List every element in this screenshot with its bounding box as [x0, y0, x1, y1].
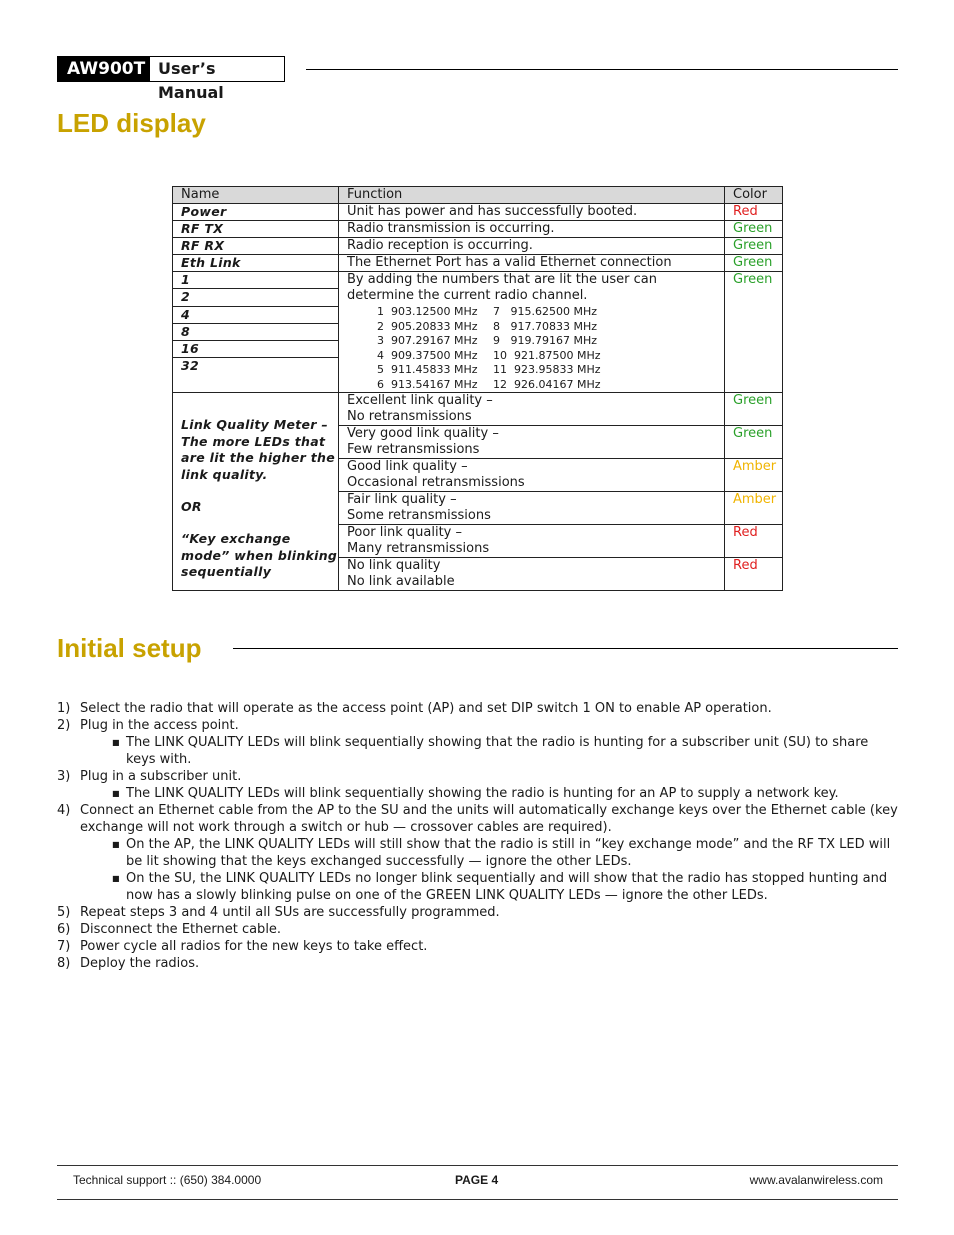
- step-text: Power cycle all radios for the new keys to take effect.: [80, 939, 428, 954]
- led-function: The Ethernet Port has a valid Ethernet connection: [339, 255, 725, 272]
- frequency-item: 1 903.12500 MHz: [377, 305, 478, 318]
- setup-step: [57, 921, 899, 938]
- led-section-title: LED display: [57, 108, 206, 138]
- step-text: Connect an Ethernet cable from the AP to the SU and the units will automatically exchange keys over the Ethernet cable (key exchange will not work through a switch or hub — crossover cables are required).: [80, 803, 898, 835]
- setup-section-title: Initial setup: [57, 633, 202, 663]
- link-color: Amber: [725, 459, 783, 492]
- link-quality-key: “Key exchange mode” when blinking sequentially: [181, 531, 338, 580]
- channel-led-name: 2: [173, 289, 339, 306]
- square-bullet-icon: ■: [112, 840, 120, 849]
- manual-label: User’s Manual: [149, 56, 285, 82]
- setup-step: [57, 802, 899, 836]
- channel-led-name: 1: [173, 272, 339, 289]
- led-color: Green: [725, 255, 783, 272]
- setup-step: [57, 717, 899, 734]
- sub-bullet-text: The LINK QUALITY LEDs will blink sequentially showing that the radio is hunting for a subscriber unit (SU) to share keys with.: [126, 735, 869, 767]
- table-row: [173, 221, 783, 238]
- setup-step: [57, 904, 899, 921]
- channel-color: Green: [725, 272, 783, 393]
- square-bullet-icon: ■: [112, 874, 120, 883]
- led-name: RF TX: [173, 221, 339, 238]
- model-label: AW900T: [57, 56, 149, 82]
- link-function: [339, 558, 725, 591]
- setup-title-rule: [233, 648, 898, 649]
- square-bullet-icon: ■: [112, 789, 120, 798]
- frequency-item: 11 923.95833 MHz: [493, 363, 601, 376]
- col-name-header: Name: [173, 187, 339, 204]
- square-bullet-icon: ■: [112, 738, 120, 747]
- link-function: [339, 459, 725, 492]
- step-number: 1): [57, 701, 71, 716]
- frequency-item: 2 905.20833 MHz: [377, 319, 478, 333]
- frequency-item: 9 919.79167 MHz: [493, 334, 598, 347]
- link-line: Many retransmissions: [347, 541, 490, 556]
- channel-function: [339, 272, 725, 393]
- step-number: 8): [57, 956, 71, 971]
- led-table: [172, 186, 783, 591]
- link-line: Few retransmissions: [347, 442, 480, 457]
- frequency-item: 7 915.62500 MHz: [493, 305, 598, 318]
- header-rule: [306, 69, 898, 70]
- table-row: [173, 255, 783, 272]
- link-color: Green: [725, 426, 783, 459]
- frequency-item: 5 911.45833 MHz: [377, 363, 478, 376]
- step-number: 2): [57, 718, 71, 733]
- step-number: 3): [57, 769, 71, 784]
- footer-support: Technical support :: (650) 384.0000: [73, 1173, 262, 1187]
- led-color: Green: [725, 238, 783, 255]
- link-function: [339, 393, 725, 426]
- link-line: Excellent link quality –: [347, 393, 493, 408]
- link-color: Red: [725, 558, 783, 591]
- table-row: [173, 238, 783, 255]
- setup-step: [57, 768, 899, 785]
- frequency-item: 6 913.54167 MHz: [377, 377, 478, 391]
- frequency-item: 8 917.70833 MHz: [493, 319, 598, 333]
- table-row: [173, 393, 783, 426]
- step-text: Repeat steps 3 and 4 until all SUs are successfully programmed.: [80, 905, 500, 920]
- frequency-item: 3 907.29167 MHz: [377, 334, 478, 347]
- table-row: [173, 272, 783, 289]
- link-quality-or: OR: [181, 499, 202, 514]
- step-number: 4): [57, 803, 71, 818]
- frequency-list: [377, 305, 724, 392]
- step-text: Deploy the radios.: [80, 956, 200, 971]
- link-function: [339, 492, 725, 525]
- setup-step: [57, 955, 899, 972]
- link-color: Red: [725, 525, 783, 558]
- frequency-item: 12 926.04167 MHz: [493, 377, 601, 391]
- step-sub-bullet: [112, 870, 899, 904]
- col-color-header: Color: [725, 187, 783, 204]
- link-line: No retransmissions: [347, 409, 472, 424]
- link-function: [339, 525, 725, 558]
- link-line: Occasional retransmissions: [347, 475, 525, 490]
- sub-bullet-text: On the AP, the LINK QUALITY LEDs will still show that the radio is still in “key exchange mode” and the RF TX LED will be lit showing that the keys exchanged successfully — ignore the other LEDs.: [126, 837, 891, 869]
- link-line: No link quality: [347, 558, 441, 573]
- link-quality-desc: Link Quality Meter – The more LEDs that are lit the higher the link quality.: [181, 417, 336, 482]
- link-function: [339, 426, 725, 459]
- sub-bullet-text: On the SU, the LINK QUALITY LEDs no longer blink sequentially and will show that the radio has stopped hunting and now has a slowly blinking pulse on one of the GREEN LINK QUALITY LEDs — ignore the other LEDs.: [126, 871, 888, 903]
- led-name: Power: [173, 204, 339, 221]
- table-row: [173, 204, 783, 221]
- led-color: Green: [725, 221, 783, 238]
- link-line: No link available: [347, 574, 455, 589]
- step-sub-bullet: [112, 785, 899, 802]
- footer-rule-bottom: [57, 1199, 898, 1200]
- link-line: Good link quality –: [347, 459, 468, 474]
- step-number: 7): [57, 939, 71, 954]
- led-function: Unit has power and has successfully booted.: [339, 204, 725, 221]
- link-color: Green: [725, 393, 783, 426]
- step-sub-bullet: [112, 836, 899, 870]
- footer-page-number: PAGE 4: [455, 1173, 499, 1187]
- link-line: Some retransmissions: [347, 508, 491, 523]
- link-line: Fair link quality –: [347, 492, 457, 507]
- step-sub-bullet: [112, 734, 899, 768]
- setup-step: [57, 700, 899, 717]
- step-text: Disconnect the Ethernet cable.: [80, 922, 282, 937]
- document-header: [57, 56, 285, 102]
- link-color: Amber: [725, 492, 783, 525]
- footer-rule-top: [57, 1165, 898, 1166]
- step-text: Plug in a subscriber unit.: [80, 769, 242, 784]
- step-number: 6): [57, 922, 71, 937]
- channel-led-name: 32: [173, 358, 339, 393]
- led-function: Radio reception is occurring.: [339, 238, 725, 255]
- setup-step: [57, 938, 899, 955]
- led-name: RF RX: [173, 238, 339, 255]
- step-text: Plug in the access point.: [80, 718, 239, 733]
- link-line: Poor link quality –: [347, 525, 462, 540]
- frequency-item: 10 921.87500 MHz: [493, 348, 601, 362]
- channel-led-name: 16: [173, 341, 339, 358]
- col-function-header: Function: [339, 187, 725, 204]
- frequency-item: 4 909.37500 MHz: [377, 348, 478, 362]
- sub-bullet-text: The LINK QUALITY LEDs will blink sequentially showing the radio is hunting for an AP to supply a network key.: [126, 786, 839, 801]
- link-quality-name: [173, 393, 339, 591]
- led-function: Radio transmission is occurring.: [339, 221, 725, 238]
- setup-steps-list: [57, 700, 899, 972]
- led-name: Eth Link: [173, 255, 339, 272]
- link-line: Very good link quality –: [347, 426, 499, 441]
- channel-led-name: 8: [173, 323, 339, 340]
- led-color: Red: [725, 204, 783, 221]
- footer-website-link[interactable]: www.avalanwireless.com: [749, 1173, 883, 1187]
- channel-led-name: 4: [173, 306, 339, 323]
- channel-function-text: By adding the numbers that are lit the user can determine the current radio channel.: [347, 272, 658, 303]
- step-text: Select the radio that will operate as the access point (AP) and set DIP switch 1 ON to enable AP operation.: [80, 701, 772, 716]
- step-number: 5): [57, 905, 71, 920]
